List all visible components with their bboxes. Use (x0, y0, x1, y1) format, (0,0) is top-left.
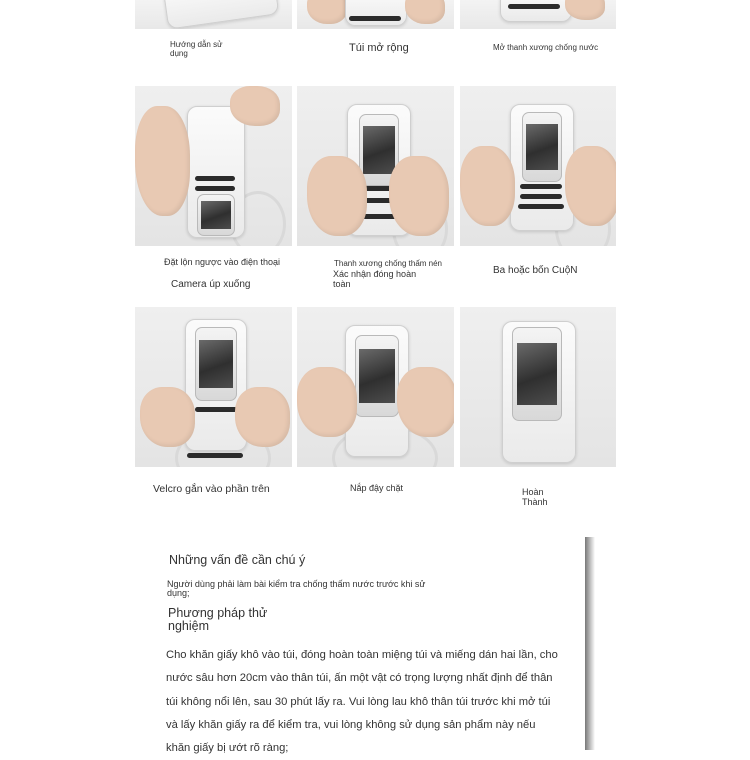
phone-image (195, 327, 237, 401)
step-photo-7 (135, 307, 292, 467)
hand-image (307, 156, 367, 236)
step-caption-1: Hướng dẫn sử dụng (170, 40, 223, 58)
step-photo-8 (297, 307, 454, 467)
hand-image (405, 0, 445, 24)
hand-image (135, 106, 190, 216)
divider-shadow (585, 537, 595, 750)
band-image (195, 176, 235, 181)
step-photo-9 (460, 307, 616, 467)
step-caption-8: Nắp đậy chặt (350, 483, 404, 493)
hand-image (307, 0, 347, 24)
hand-image (565, 0, 605, 20)
band-image (349, 16, 401, 21)
method-title: Phương pháp thử nghiệm (168, 606, 268, 634)
band-image (508, 4, 560, 9)
step-caption-2: Túi mở rộng (349, 42, 409, 54)
band-image (187, 453, 243, 458)
step-caption-9: Hoàn Thành (522, 487, 548, 507)
method-paragraph: Cho khăn giấy khô vào túi, đóng hoàn toàn miệng túi và miếng dán hai lần, cho nước sâu hơn 20cm vào thân túi, ấn một vật có trọng lượng nhất định để thân túi không nổi lên, sau 30 phút lấy ra. Vui lòng lau khô thân túi trước khi mở túi và lấy khăn giấy ra để kiểm tra, vui lòng không sử dụng sản phẩm này nếu khăn giấy bị ướt rõ ràng; (166, 649, 558, 755)
step-caption-3: Mở thanh xương chống nước (493, 43, 599, 52)
step-caption-4b: Camera úp xuống (171, 279, 251, 290)
band-image (195, 186, 235, 191)
step-photo-2 (297, 0, 454, 29)
phone-image (355, 335, 399, 417)
phone-image (197, 194, 235, 236)
hand-image (297, 367, 357, 437)
step-caption-5: Thanh xương chống thấm nén (334, 259, 443, 268)
hand-image (460, 146, 515, 226)
hand-image (140, 387, 195, 447)
band-image (520, 194, 562, 199)
pouch-image (163, 0, 280, 29)
step-caption-6: Ba hoặc bốn CuộN (493, 265, 578, 276)
hand-image (230, 86, 280, 126)
band-image (518, 204, 564, 209)
step-photo-6 (460, 86, 616, 246)
step-caption-5b: Xác nhận đóng hoàn toàn (333, 269, 417, 289)
pouch-image (345, 0, 407, 26)
step-photo-5 (297, 86, 454, 246)
step-photo-3 (460, 0, 616, 29)
step-photo-1 (135, 0, 292, 29)
hand-image (235, 387, 290, 447)
step-caption-7: Velcro gắn vào phần trên (153, 483, 270, 495)
notes-warning: Người dùng phải làm bài kiểm tra chống thấm nước trước khi sử dụng; (167, 579, 426, 599)
notes-title: Những vấn đề cần chú ý (169, 553, 306, 567)
hand-image (389, 156, 449, 236)
step-caption-4: Đặt lộn ngược vào điện thoại (164, 257, 280, 267)
phone-image (522, 112, 562, 182)
step-photo-4 (135, 86, 292, 246)
band-image (520, 184, 562, 189)
hand-image (565, 146, 616, 226)
band-image (195, 407, 237, 412)
hand-image (397, 367, 454, 437)
phone-image (512, 327, 562, 421)
